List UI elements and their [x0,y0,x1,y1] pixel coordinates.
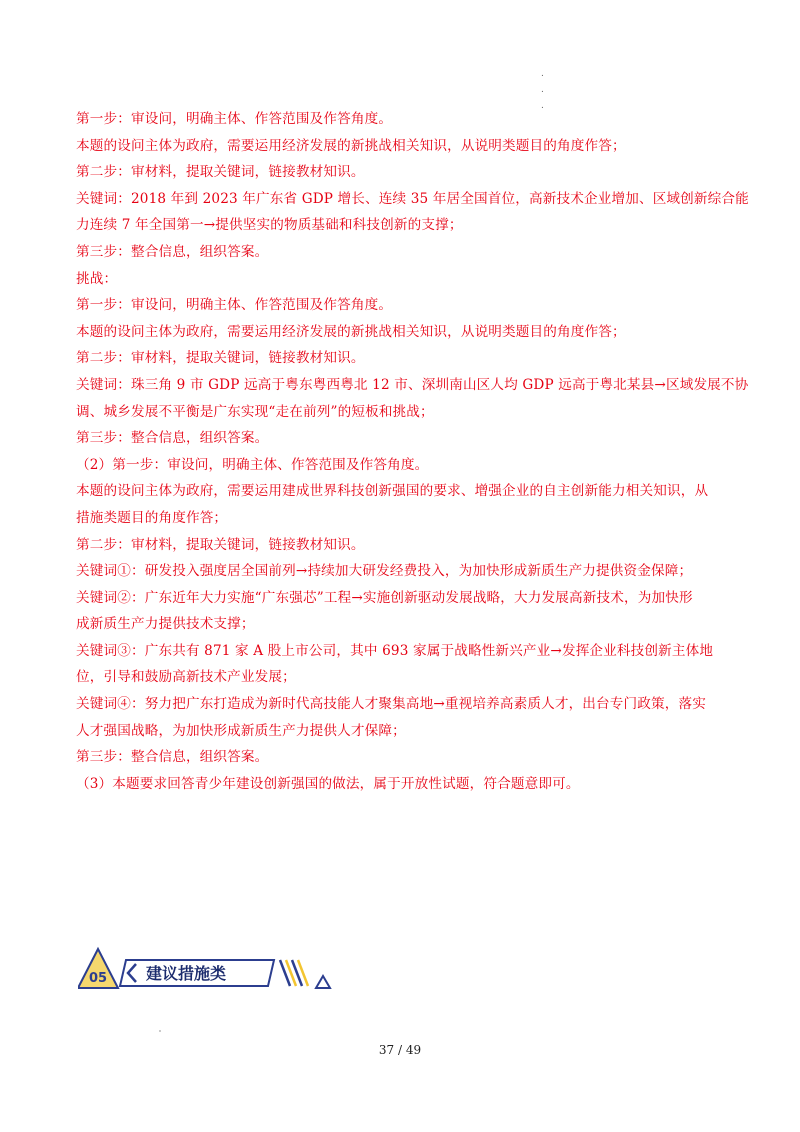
section-number: 05 [88,971,108,986]
header-dot: . [541,85,544,95]
text-line: （3）本题要求回答青少年建设创新强国的做法，属于开放性试题，符合题意即可。 [76,775,580,792]
accent-triangle-icon [316,976,330,988]
text-line: 关键词③：广东共有 871 家 A 股上市公司，其中 693 家属于战略性新兴产业→发挥企业科技创新主体地 [76,642,714,659]
text-line: 本题的设问主体为政府，需要运用经济发展的新挑战相关知识，从说明类题目的角度作答； [76,137,626,154]
text-line: 挑战： [76,270,118,287]
badge-stripes [280,960,308,986]
decorative-dot [159,1030,161,1032]
header-dot: . [541,69,544,79]
current-page: 37 [378,1043,395,1057]
total-pages: 49 [405,1043,422,1057]
page-number [0,1043,800,1057]
text-line: 第三步：整合信息，组织答案。 [76,749,269,766]
text-line: 第三步：整合信息，组织答案。 [76,430,269,447]
text-line: 关键词②：广东近年大力实施“广东强芯”工程→实施创新驱动发展战略，大力发展高新技术，为加快形 [76,589,693,606]
text-line: 力连续 7 年全国第一→提供坚实的物质基础和科技创新的支撑； [76,217,463,234]
text-line: 第二步：审材料，提取关键词，链接教材知识。 [76,536,365,553]
header-dot: . [541,101,544,111]
text-line: （2）第一步：审设问，明确主体、作答范围及作答角度。 [76,456,429,473]
page-separator: / [397,1043,403,1057]
text-line: 措施类题目的角度作答； [76,509,228,526]
text-line: 位，引导和鼓励高新技术产业发展； [76,669,296,686]
text-line: 第二步：审材料，提取关键词，链接教材知识。 [76,350,365,367]
text-line: 关键词：2018 年到 2023 年广东省 GDP 增长、连续 35 年居全国首位，高新技术企业增加、区域创新综合能 [76,190,749,207]
text-line: 人才强国战略，为加快形成新质生产力提供人才保障； [76,722,406,739]
text-line: 关键词：珠三角 9 市 GDP 远高于粤东粤西粤北 12 市、深圳南山区人均 GDP 远高于粤北某县→区域发展不协 [76,376,749,393]
text-line: 关键词①：研发投入强度居全国前列→持续加大研发经费投入，为加快形成新质生产力提供资金保障； [76,563,693,580]
text-line: 第二步：审材料，提取关键词，链接教材知识。 [76,164,365,181]
text-line: 关键词④：努力把广东打造成为新时代高技能人才聚集高地→重视培养高素质人才，出台专门政策，落实 [76,696,707,713]
answer-analysis-content [76,106,749,797]
text-line: 本题的设问主体为政府，需要运用经济发展的新挑战相关知识，从说明类题目的角度作答； [76,323,626,340]
section-badge-graphic [78,946,338,996]
text-line: 第一步：审设问，明确主体、作答范围及作答角度。 [76,111,393,127]
section-title: 建议措施类 [146,964,227,983]
text-line: 成新质生产力提供技术支撑； [76,616,255,633]
text-line: 第三步：整合信息，组织答案。 [76,243,269,260]
text-line: 第一步：审设问，明确主体、作答范围及作答角度。 [76,297,393,314]
section-badge [78,946,338,996]
text-line: 本题的设问主体为政府，需要运用建成世界科技创新强国的要求、增强企业的自主创新能力相关知识，从 [76,483,709,500]
text-line: 调、城乡发展不平衡是广东实现“走在前列”的短板和挑战； [76,403,434,420]
